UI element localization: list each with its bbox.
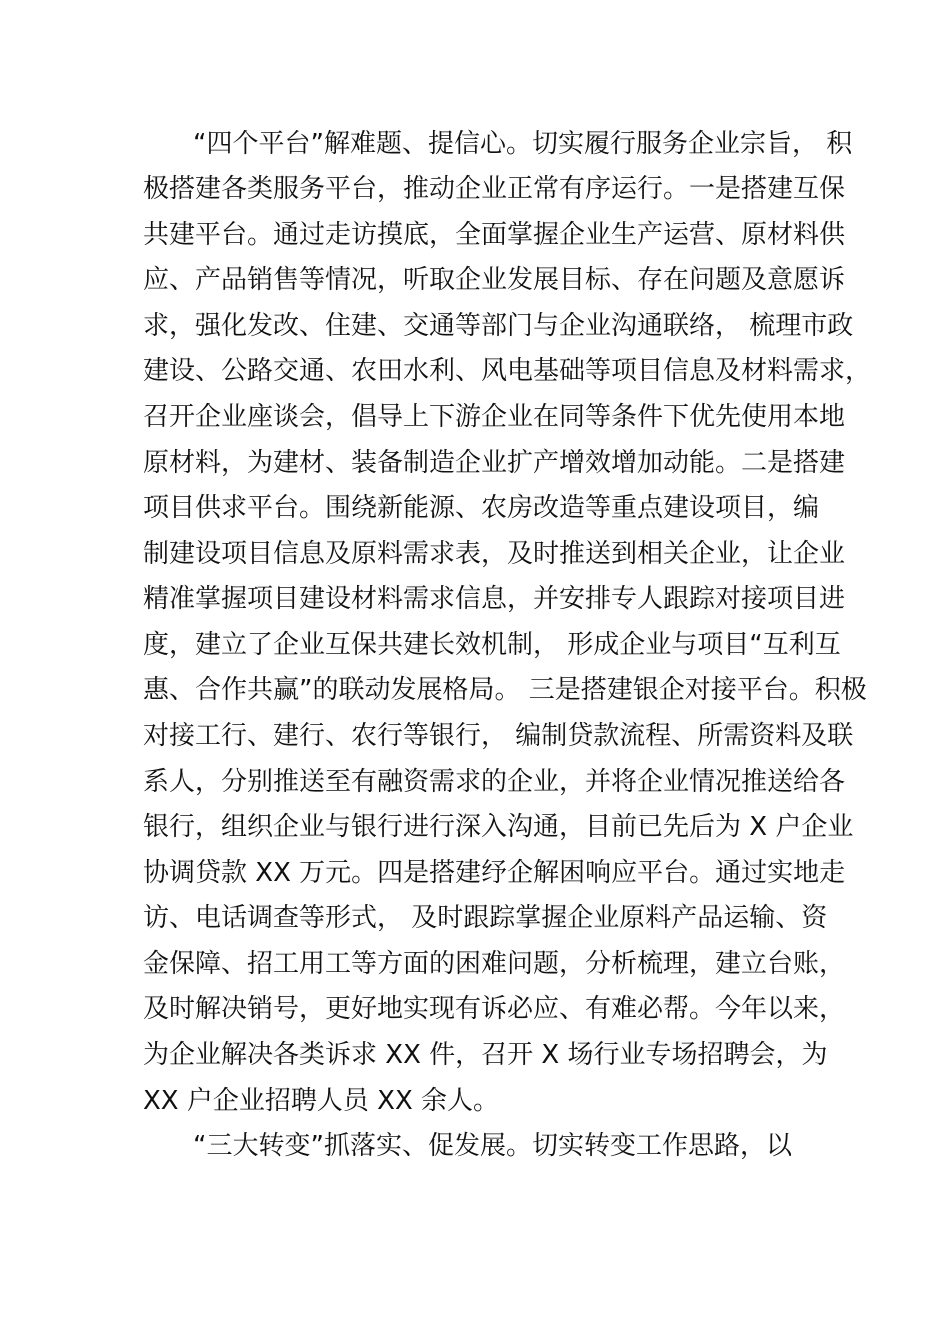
- paragraph-line: 金保障、招工用工等方面的困难问题，分析梳理，建立台账，: [143, 949, 846, 979]
- paragraph-line: 极搭建各类服务平台，推动企业正常有序运行。一是搭建互保: [143, 174, 846, 204]
- paragraph-line: XX 户企业招聘人员 XX 余人。: [143, 1086, 500, 1116]
- paragraph-line: 度，建立了企业互保共建长效机制， 形成企业与项目“互利互: [143, 630, 841, 660]
- paragraph-line: 访、电话调查等形式， 及时跟踪掌握企业原料产品运输、资: [143, 903, 828, 933]
- paragraph-line: 系人，分别推送至有融资需求的企业，并将企业情况推送给各: [143, 767, 846, 797]
- paragraph-line: 为企业解决各类诉求 XX 件，召开 X 场行业专场招聘会，为: [143, 1040, 828, 1070]
- paragraph-line: 及时解决销号，更好地实现有诉必应、有难必帮。今年以来，: [143, 994, 846, 1024]
- paragraph-line: 精准掌握项目建设材料需求信息，并安排专人跟踪对接项目进: [143, 584, 846, 614]
- paragraph-line: 协调贷款 XX 万元。四是搭建纾企解困响应平台。通过实地走: [143, 858, 846, 888]
- paragraph-line: 召开企业座谈会，倡导上下游企业在同等条件下优先使用本地: [143, 402, 846, 432]
- paragraph-line: 建设、公路交通、农田水利、风电基础等项目信息及材料需求，: [143, 356, 872, 386]
- paragraph-line: 惠、合作共赢”的联动发展格局。 三是搭建银企对接平台。积极: [143, 675, 867, 705]
- paragraph-line: “三大转变”抓落实、促发展。切实转变工作思路，以: [193, 1131, 792, 1161]
- paragraph-line: 对接工行、建行、农行等银行， 编制贷款流程、所需资料及联: [143, 721, 854, 751]
- paragraph-line: “四个平台”解难题、提信心。切实履行服务企业宗旨， 积: [193, 129, 853, 159]
- paragraph-line: 应、产品销售等情况，听取企业发展目标、存在问题及意愿诉: [143, 265, 846, 295]
- paragraph-line: 共建平台。通过走访摸底，全面掌握企业生产运营、原材料供: [143, 220, 846, 250]
- paragraph-line: 求，强化发改、住建、交通等部门与企业沟通联络， 梳理市政: [143, 311, 854, 341]
- paragraph-line: 原材料，为建材、装备制造企业扩产增效增加动能。二是搭建: [143, 448, 846, 478]
- paragraph-line: 制建设项目信息及原料需求表，及时推送到相关企业，让企业: [143, 539, 846, 569]
- paragraph-line: 银行，组织企业与银行进行深入沟通，目前已先后为 X 户企业: [143, 812, 854, 842]
- paragraph-line: 项目供求平台。围绕新能源、农房改造等重点建设项目，编: [143, 493, 820, 523]
